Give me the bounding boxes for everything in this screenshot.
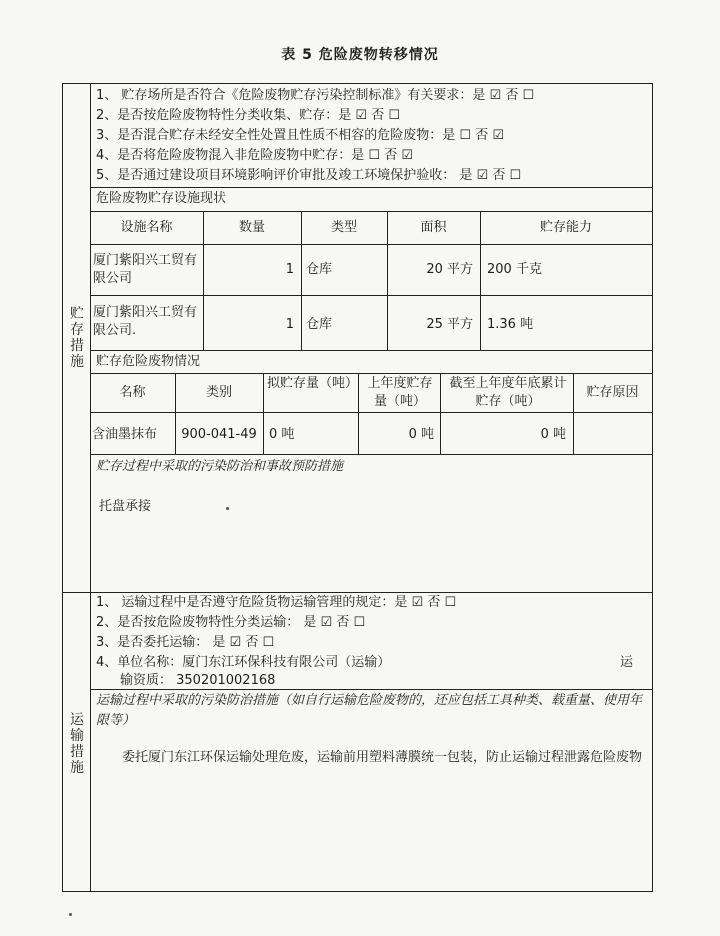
facility-type: 仓库 xyxy=(306,317,333,332)
row-divider xyxy=(90,689,652,690)
storage-measures-text: 托盘承接 xyxy=(99,499,152,514)
waste-header: 截至上年度年底累计贮存（吨） xyxy=(449,376,567,409)
facility-header: 类型 xyxy=(330,220,357,235)
transport-side-label: 运输措施 xyxy=(70,712,84,776)
transport-item: 4、单位名称：厦门东江环保科技有限公司（运输） xyxy=(96,655,391,670)
facility-heading: 危险废物贮存设施现状 xyxy=(96,191,227,206)
waste-header: 类别 xyxy=(205,385,232,400)
col-divider xyxy=(263,373,264,454)
row-divider xyxy=(90,244,652,245)
transport-item: 2、是否按危险废物特性分类运输： 是 ☑ 否 ☐ xyxy=(96,615,366,630)
storage-side-label: 贮存措施 xyxy=(70,306,84,370)
transport-item-tail: 运 xyxy=(620,655,634,670)
transport-qualification: 输资质： 350201002168 xyxy=(120,673,276,688)
waste-transfer-table xyxy=(62,83,653,892)
table-title: 表 5 危险废物转移情况 xyxy=(281,47,439,63)
facility-qty: 1 xyxy=(285,262,294,277)
facility-capacity: 200 千克 xyxy=(487,262,542,277)
row-divider xyxy=(90,350,652,351)
speck xyxy=(69,913,72,916)
transport-item: 3、是否委托运输： 是 ☑ 否 ☐ xyxy=(96,635,275,650)
storage-measures-heading: 贮存过程中采取的污染防治和事故预防措施 xyxy=(96,459,344,474)
facility-header: 面积 xyxy=(420,220,447,235)
row-divider xyxy=(90,187,652,188)
waste-header: 名称 xyxy=(119,385,146,400)
waste-name: 含油墨抹布 xyxy=(92,427,158,442)
speck xyxy=(226,507,229,510)
facility-area: 20 平方 xyxy=(426,262,473,277)
waste-header: 贮存原因 xyxy=(586,385,639,400)
waste-category: 900-041-49 xyxy=(181,427,257,442)
facility-name: 厦门紫阳兴工贸有限公司. xyxy=(93,305,198,338)
facility-header: 贮存能力 xyxy=(539,220,592,235)
facility-name: 厦门紫阳兴工贸有限公司 xyxy=(93,253,198,286)
waste-header: 拟贮存量（吨） xyxy=(267,376,359,391)
storage-requirement: 5、是否通过建设项目环境影响评价审批及竣工环境保护验收： 是 ☑ 否 ☐ xyxy=(96,168,522,183)
facility-header: 设施名称 xyxy=(120,220,173,235)
section-divider xyxy=(63,592,652,593)
waste-planned: 0 吨 xyxy=(269,427,295,442)
waste-last-year: 0 吨 xyxy=(408,427,434,442)
row-divider xyxy=(90,211,652,212)
facility-area: 25 平方 xyxy=(426,317,473,332)
facility-qty: 1 xyxy=(285,317,294,332)
facility-header: 数量 xyxy=(238,220,265,235)
storage-requirement: 2、是否按危险废物特性分类收集、贮存：是 ☑ 否 ☐ xyxy=(96,108,400,123)
waste-cumulative: 0 吨 xyxy=(540,427,566,442)
row-divider xyxy=(90,454,652,455)
storage-requirement: 4、是否将危险废物混入非危险废物中贮存：是 ☐ 否 ☑ xyxy=(96,148,413,163)
facility-capacity: 1.36 吨 xyxy=(487,317,534,332)
facility-type: 仓库 xyxy=(306,262,333,277)
transport-measures-text: 委托厦门东江环保运输处理危废，运输前用塑料薄膜统一包装，防止运输过程泄露危险废物 xyxy=(122,750,643,765)
storage-requirement: 3、是否混合贮存未经安全性处置且性质不相容的危险废物：是 ☐ 否 ☑ xyxy=(96,128,504,143)
storage-requirement: 1、 贮存场所是否符合《危险废物贮存污染控制标准》有关要求：是 ☑ 否 ☐ xyxy=(96,88,535,103)
waste-heading: 贮存危险废物情况 xyxy=(96,354,201,369)
side-divider xyxy=(90,84,91,891)
transport-measures-heading: 运输过程中采取的污染防治措施（如自行运输危险废物的，还应包括工具种类、载重量、使用年限等） xyxy=(96,693,643,728)
waste-header: 上年度贮存量（吨） xyxy=(367,376,433,409)
row-divider xyxy=(90,295,652,296)
transport-item: 1、 运输过程中是否遵守危险货物运输管理的规定：是 ☑ 否 ☐ xyxy=(96,595,457,610)
